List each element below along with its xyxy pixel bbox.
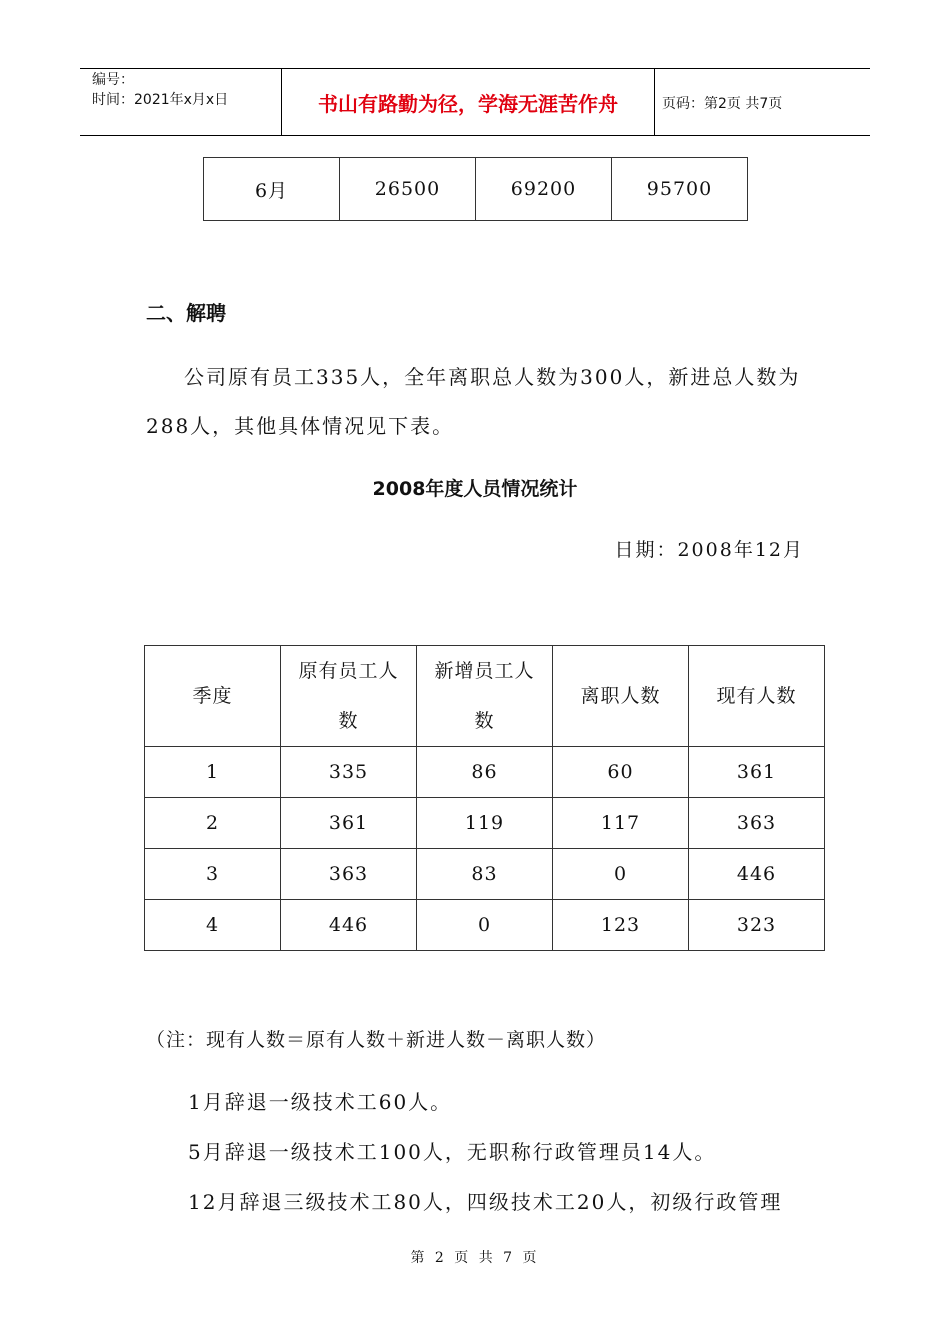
table-date: 日期：2008年12月 (614, 539, 804, 561)
intro-paragraph-line: 公司原有员工335人，全年离职总人数为300人，新进总人数为 (184, 365, 801, 389)
continued-table (203, 157, 748, 221)
table-cell: 123 (553, 900, 689, 951)
table-cell: 323 (689, 900, 825, 951)
table-cell: 361 (281, 798, 417, 849)
dismissal-line: 1月辞退一级技术工60人。 (188, 1090, 453, 1114)
table-row (145, 849, 825, 900)
table-cell: 60 (553, 747, 689, 798)
table-cell: 361 (689, 747, 825, 798)
table-cell: 83 (417, 849, 553, 900)
table-cell: 6月 (204, 158, 340, 221)
table-cell: 0 (417, 900, 553, 951)
section-title: 二、解聘 (146, 301, 226, 325)
table-cell: 69200 (476, 158, 612, 221)
table-cell: 446 (689, 849, 825, 900)
table-note: （注：现有人数＝原有人数＋新进人数－离职人数） (146, 1029, 607, 1051)
table-cell: 2 (145, 798, 281, 849)
stats-table (144, 645, 825, 951)
dismissal-line: 5月辞退一级技术工100人，无职称行政管理员14人。 (188, 1140, 717, 1164)
column-header: 现有人数 (689, 646, 825, 747)
table-cell: 119 (417, 798, 553, 849)
table-row (145, 747, 825, 798)
intro-paragraph-line: 288人，其他具体情况见下表。 (146, 414, 455, 438)
table-title: 2008年度人员情况统计 (372, 478, 578, 500)
table-header-row (145, 646, 825, 747)
table-cell: 26500 (340, 158, 476, 221)
page-footer: 第 2 页 共 7 页 (410, 1250, 540, 1266)
table-cell: 363 (281, 849, 417, 900)
column-header: 新增员工人 数 (417, 646, 553, 747)
column-header: 原有员工人 数 (281, 646, 417, 747)
dismissal-line: 12月辞退三级技术工80人，四级技术工20人，初级行政管理 (188, 1190, 783, 1214)
header-motto: 书山有路勤为径，学海无涯苦作舟 (318, 92, 618, 116)
table-cell: 95700 (612, 158, 748, 221)
table-row (204, 158, 748, 221)
column-header: 离职人数 (553, 646, 689, 747)
header-bottom-rule (80, 135, 870, 136)
column-header: 季度 (145, 646, 281, 747)
table-cell: 4 (145, 900, 281, 951)
table-cell: 335 (281, 747, 417, 798)
table-cell: 117 (553, 798, 689, 849)
table-cell: 3 (145, 849, 281, 900)
table-cell: 86 (417, 747, 553, 798)
table-row (145, 798, 825, 849)
header-meta (92, 70, 228, 110)
table-cell: 363 (689, 798, 825, 849)
table-row (145, 900, 825, 951)
table-cell: 446 (281, 900, 417, 951)
table-cell: 0 (553, 849, 689, 900)
document-date: 时间：2021年x月x日 (92, 92, 229, 108)
header-divider (654, 68, 655, 136)
header-page-number: 页码：第2页 共7页 (662, 96, 783, 112)
header-top-rule (80, 68, 870, 69)
document-number: 编号： (92, 72, 134, 88)
table-cell: 1 (145, 747, 281, 798)
